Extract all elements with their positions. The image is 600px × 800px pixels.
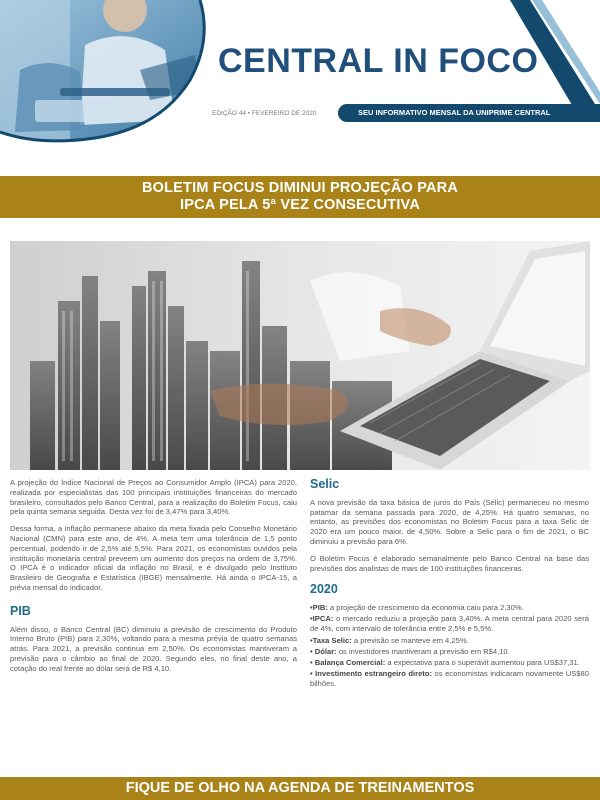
header-decorative-slash	[510, 0, 600, 122]
brand-title: CENTRAL IN FOCO	[218, 42, 539, 80]
bullet-text: os economistas indicaram novamente US$80 bilhões.	[310, 669, 589, 689]
bullet-item	[310, 603, 589, 613]
bullet-label: •IPCA:	[310, 614, 334, 624]
headline-line-1: BOLETIM FOCUS DIMINUI PROJEÇÃO PARA	[141, 180, 459, 196]
bullet-text: a expectativa para o superávit aumentou para US$37,31.	[385, 658, 580, 668]
bullet-text: os investidores mantiveram a previsão em R$4,10.	[336, 646, 510, 656]
bullet-text: o mercado reduziu a projeção para 3,40%. A meta central para 2020 será de 4%, com intervalo de tolerância entre 2,5% e 5,5%.	[310, 614, 589, 634]
tagline-text: SEU INFORMATIVO MENSAL DA UNIPRIME CENTRAL	[358, 108, 551, 117]
headline-line-2: IPCA PELA 5ª VEZ CONSECUTIVA	[179, 197, 421, 213]
bullet-label: •Taxa Selic:	[310, 635, 352, 645]
bullet-label: • Investimento estrangeiro direto:	[310, 669, 433, 679]
left-paragraph-3: Além disso, o Banco Central (BC) diminuiu a previsão de crescimento do Produto Interno Bruto (PIB) para 2,30%, voltando para a mesma prévia de quatro semanas atrás. Para 2021, a previsão continua em 2,50%. Os economistas mantiveram a previsão para o câmbio ao final de 2020. Segundo eles, no final deste ano, a cotação do real frente ao dólar será de R$ 4,10.	[10, 624, 297, 673]
right-column	[310, 478, 589, 691]
left-paragraph-2: Dessa forma, a inflação permanece abaixo da meta fixada pelo Conselho Monetário Nacional (CMN) para este ano, de 4%. A meta tem uma tolerância de 1,5 ponto percentual, podendo ir de 2,5% até 5,5%. Para 2021, os economistas ouvidos pela instituição monetária central preveem um aumento dos preços na ordem de 3,75%. O IPCA é o indicador oficial da inflação no Brasil, e é divulgado pelo Instituto Brasileiro de Geografia e Estatística (IBGE) mensalmente. Há ainda o IPCA-15, a prévia mensal do indicador.	[10, 524, 297, 592]
right-paragraph-1: A nova previsão da taxa básica de juros do País (Selic) permaneceu no mesmo patamar da semana passada para 2020, de 4,25%. Há quatro semanas, no entanto, as previsões dos economistas no Boletim Focus para a taxa Selic de 2020 era um pouco maior, de 4,50%. Sobre a Selic para o fim de 2021, o BC diminuiu a previsão para 6%.	[310, 497, 589, 546]
training-agenda-band	[0, 777, 600, 800]
year-2020-heading: 2020	[310, 582, 338, 597]
header-people-photo	[0, 0, 210, 145]
bullet-item	[310, 636, 589, 646]
newsletter-header	[0, 0, 600, 150]
bullet-item	[310, 614, 589, 634]
bullet-item	[310, 647, 589, 657]
training-agenda-text: FIQUE DE OLHO NA AGENDA DE TREINAMENTOS	[125, 780, 475, 796]
right-paragraph-2: O Boletim Focus é elaborado semanalmente pelo Banco Central na base das previsões dos analistas de mais de 100 instituições financeiras.	[310, 553, 589, 573]
bullet-text: a projeção de crescimento da economia caiu para 2,30%.	[327, 603, 524, 613]
edition-label: EDIÇÃO 44 • FEVEREIRO DE 2020	[212, 110, 317, 117]
bullet-label: •PIB:	[310, 603, 328, 613]
bullet-label: • Balança Comercial:	[310, 658, 386, 668]
bullet-text: a previsão se manteve em 4,25%.	[351, 635, 469, 645]
pib-heading: PIB	[10, 603, 31, 618]
bullet-item	[310, 658, 589, 668]
bullet-item	[310, 669, 589, 689]
city-laptop-photo	[10, 241, 590, 470]
left-column	[10, 478, 297, 681]
left-paragraph-1: A projeção do Índice Nacional de Preços ao Consumidor Amplo (IPCA) para 2020, realizada por especialistas das 100 principais instituições financeiras do mercado brasileiro, consultados pelo Banco Central, para a realização do Boletim Focus, caiu pela quinta semana seguida. Desta vez foi de 3,47% para 3,40%.	[10, 478, 297, 517]
headline-band	[0, 176, 600, 218]
selic-heading: Selic	[310, 477, 340, 491]
bullet-label: • Dólar:	[310, 646, 337, 656]
